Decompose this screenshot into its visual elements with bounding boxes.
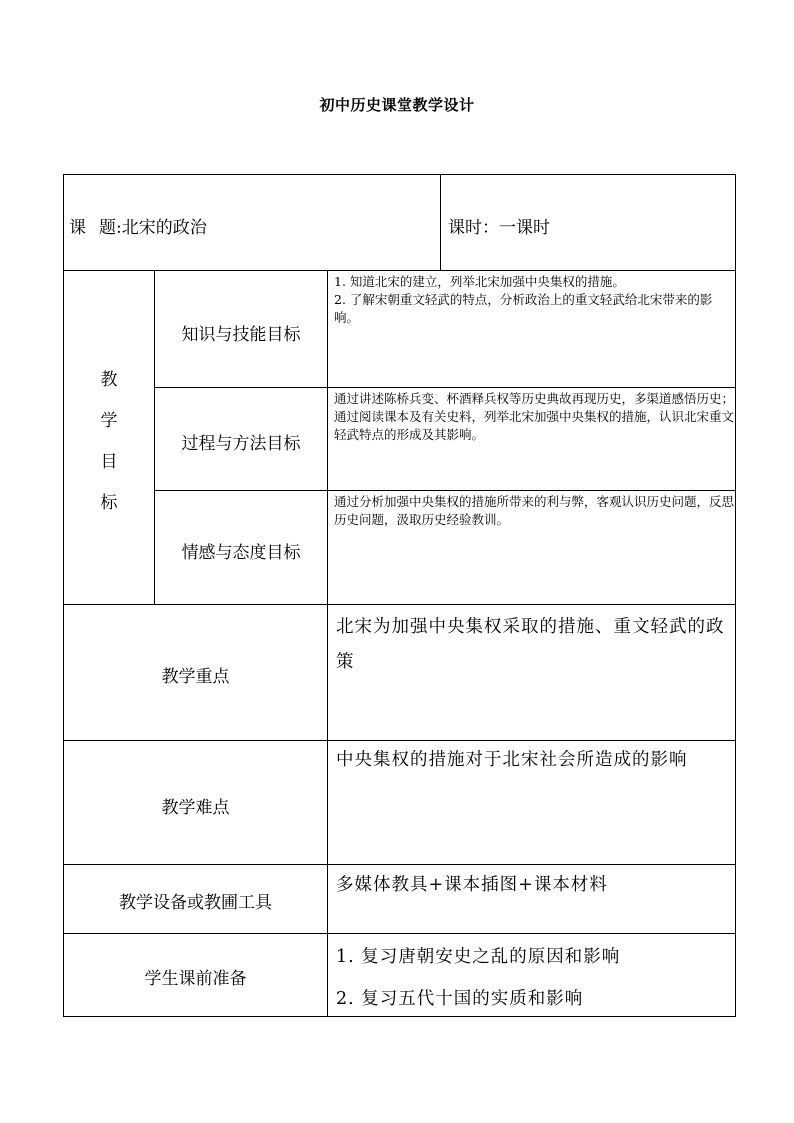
preparation-item: 1. 复习唐朝安史之乱的原因和影响 [336, 947, 621, 967]
difficulties-label: 教学难点 [161, 798, 230, 818]
row-divider [63, 864, 736, 865]
lesson-title: :北宋的政治 [116, 218, 207, 238]
column-divider [327, 270, 328, 1017]
row-divider [154, 490, 736, 491]
teaching-goals-label [64, 360, 154, 524]
class-period: 课时：一课时 [448, 218, 550, 238]
row-divider [63, 270, 736, 271]
goal-line: 2. 了解宋朝重文轻武的特点，分析政治上的重文轻武给北宋带来的影响。 [334, 292, 713, 325]
key-points-label: 教学重点 [161, 667, 230, 687]
goal-line: 1. 知道北宋的建立，列举北宋加强中央集权的措施。 [334, 274, 625, 289]
goals-label-char: 学 [100, 411, 118, 431]
lesson-label-2: 题 [99, 218, 116, 238]
row-divider [63, 740, 736, 741]
equipment-content: 多媒体教具+课本插图+课本材料 [336, 875, 608, 895]
goals-label-char: 教 [100, 370, 118, 390]
preparation-item: 2. 复习五代十国的实质和影响 [336, 989, 584, 1009]
key-points-content: 北宋为加强中央集权采取的措施、重文轻武的政策 [336, 617, 725, 672]
knowledge-skills-goal-label: 知识与技能目标 [181, 325, 301, 345]
row-divider [154, 387, 736, 388]
equipment-label: 教学设备或教圃工具 [119, 893, 272, 913]
lesson-title-cell [69, 213, 207, 238]
lesson-label: 课 [69, 218, 99, 238]
preparation-content [336, 936, 732, 1020]
knowledge-skills-goal-content [334, 273, 736, 327]
row-divider [63, 604, 736, 605]
row-divider [63, 933, 736, 934]
emotion-attitude-goal-content: 通过分析加强中央集权的措施所带来的利与弊，客观认识历史问题，反思历史问题，汲取历史经验教训。 [334, 494, 735, 527]
difficulties-content: 中央集权的措施对于北宋社会所造成的影响 [336, 750, 688, 770]
preparation-label: 学生课前准备 [144, 969, 247, 989]
emotion-attitude-goal-label: 情感与态度目标 [181, 543, 301, 563]
process-method-goal-label: 过程与方法目标 [181, 434, 301, 454]
document-title: 初中历史课堂教学设计 [319, 96, 475, 114]
column-divider [440, 174, 441, 270]
process-method-goal-content: 通过讲述陈桥兵变、杯酒释兵权等历史典故再现历史，多渠道感悟历史；通过阅读课本及有关史料，列举北宋加强中央集权的措施，认识北宋重文轻武特点的形成及其影响。 [334, 391, 735, 442]
goals-label-char: 目 [100, 452, 118, 472]
goals-label-char: 标 [100, 493, 118, 513]
